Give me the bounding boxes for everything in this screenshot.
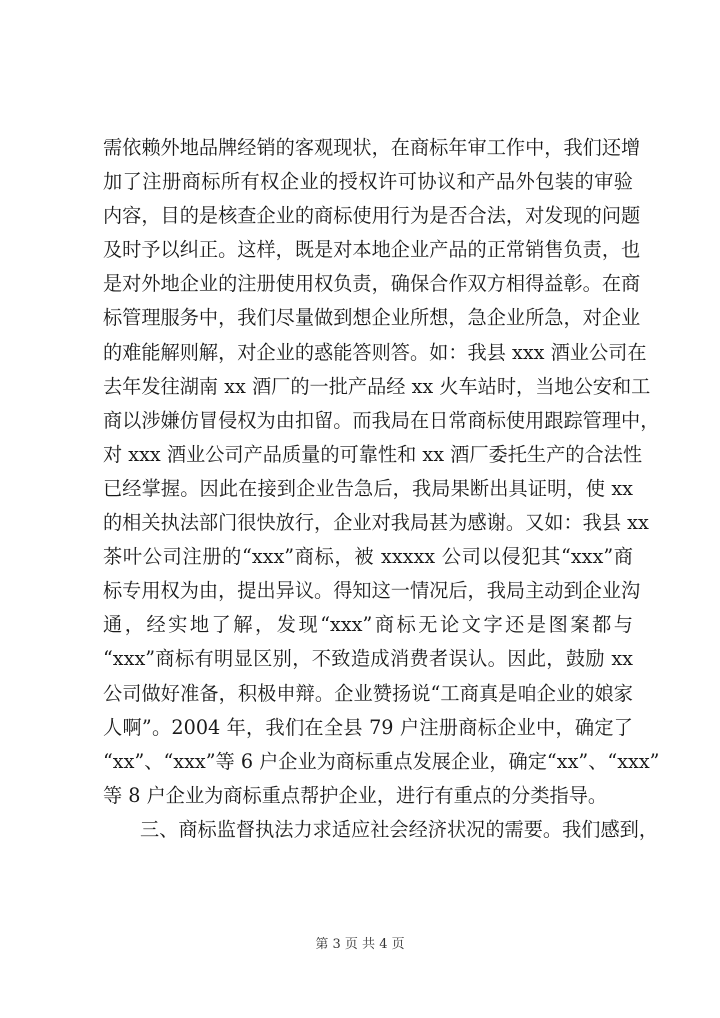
text-line-14: 标专用权为由，提出异议。得知这一情况后，我局主动到企业沟 bbox=[103, 579, 641, 603]
body-text bbox=[103, 131, 660, 847]
text-line-4: 及时予以纠正。这样，既是对本地企业产品的正常销售负责，也 bbox=[103, 238, 641, 262]
text-line-2: 加了注册商标所有权企业的授权许可协议和产品外包装的审验 bbox=[103, 170, 633, 194]
text-line-11: 已经掌握。因此在接到企业告急后，我局果断出具证明，使 xx bbox=[103, 476, 633, 500]
text-line-13: 茶叶公司注册的“xxx”商标，被 xxxxx 公司以侵犯其“xxx”商 bbox=[103, 545, 633, 569]
text-line-15: 通，经实地了解，发现“xxx”商标无论文字还是图案都与 bbox=[103, 613, 633, 637]
text-line-18: 人啊”。2004 年，我们在全县 79 户注册商标企业中，确定了 bbox=[103, 715, 633, 739]
text-line-19: “xx”、“xxx”等 6 户企业为商标重点发展企业，确定“xx”、“xxx” bbox=[103, 749, 660, 773]
text-line-12: 的相关执法部门很快放行，企业对我局甚为感谢。又如：我县 xx bbox=[103, 511, 649, 535]
text-line-10: 对 xxx 酒业公司产品质量的可靠性和 xx 酒厂委托生产的合法性 bbox=[103, 442, 643, 466]
text-line-3: 内容，目的是核查企业的商标使用行为是否合法，对发现的问题 bbox=[103, 204, 641, 228]
page-number-footer: 第 3 页 共 4 页 bbox=[315, 937, 405, 952]
text-line-8: 去年发往湖南 xx 酒厂的一批产品经 xx 火车站时，当地公安和工 bbox=[103, 374, 651, 398]
text-line-9: 商以涉嫌仿冒侵权为由扣留。而我局在日常商标使用跟踪管理中， bbox=[103, 408, 660, 432]
section-heading-line: 三、商标监督执法力求适应社会经济状况的需要。我们感到， bbox=[140, 817, 659, 841]
text-line-6: 标管理服务中，我们尽量做到想企业所想，急企业所急，对企业 bbox=[103, 306, 641, 330]
text-line-17: 公司做好准备，积极申辩。企业赞扬说“工商真是咱企业的娘家 bbox=[103, 681, 633, 705]
text-line-5: 是对外地企业的注册使用权负责，确保合作双方相得益彰。在商 bbox=[103, 272, 641, 296]
text-line-16: “xxx”商标有明显区别，不致造成消费者误认。因此，鼓励 xx bbox=[103, 647, 633, 671]
text-line-20: 等 8 户企业为商标重点帮护企业，进行有重点的分类指导。 bbox=[103, 783, 608, 807]
text-line-1: 需依赖外地品牌经销的客观现状，在商标年审工作中，我们还增 bbox=[103, 136, 641, 159]
text-line-7: 的难能解则解，对企业的惑能答则答。如：我县 xxx 酒业公司在 bbox=[103, 340, 647, 364]
